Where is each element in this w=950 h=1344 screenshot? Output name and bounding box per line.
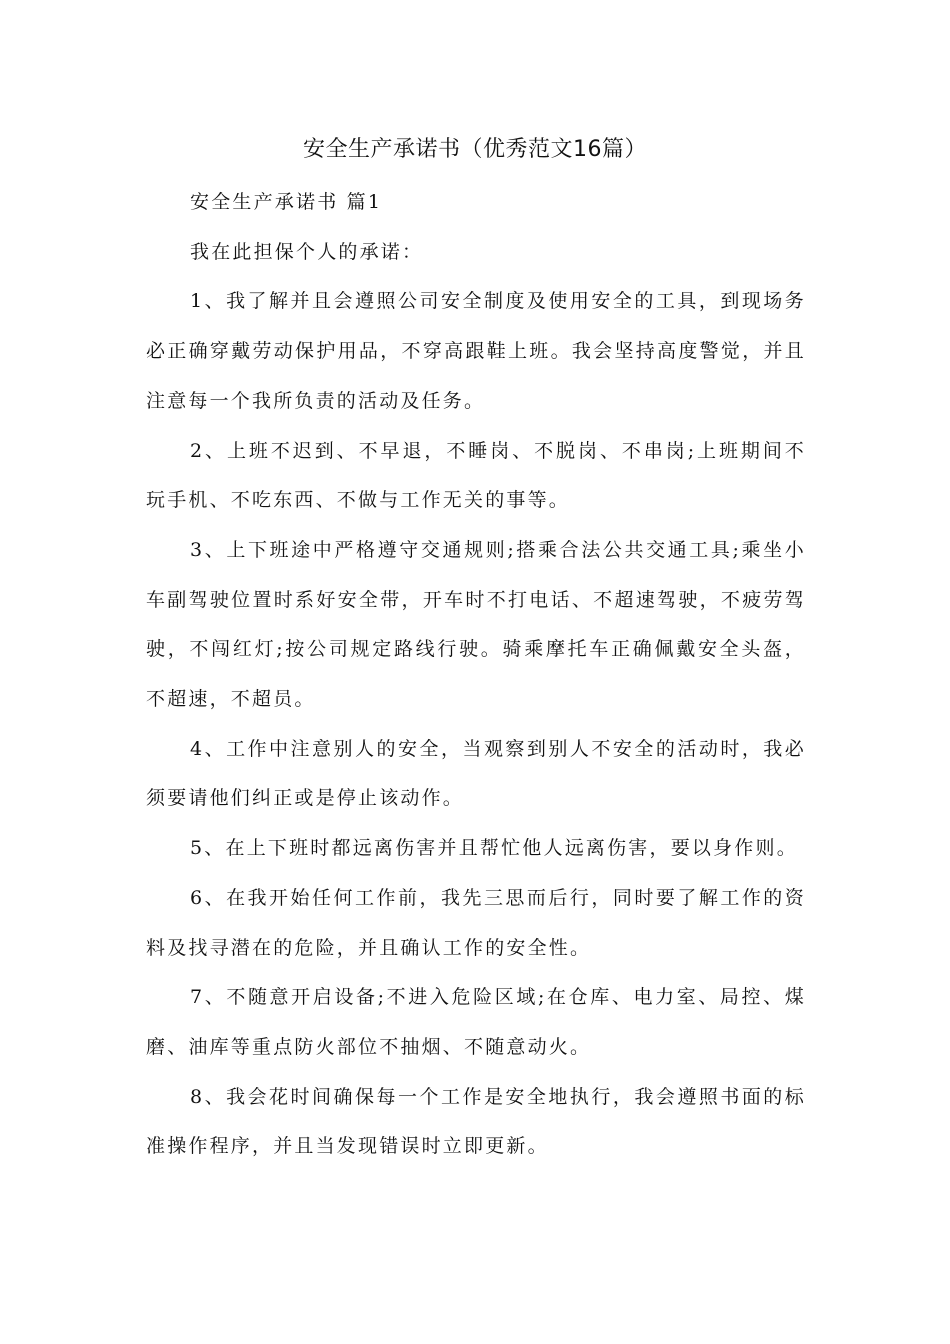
commitment-item-7: 7、不随意开启设备;不进入危险区域;在仓库、电力室、局控、煤磨、油库等重点防火部位不抽烟、不随意动火。 [146,986,806,1058]
commitment-item-6: 6、在我开始任何工作前，我先三思而后行，同时要了解工作的资料及找寻潜在的危险，并且确认工作的安全性。 [146,886,806,959]
commitment-item-5: 5、在上下班时都远离伤害并且帮忙他人远离伤害，要以身作则。 [190,837,798,860]
commitment-item-8: 8、我会花时间确保每一个工作是安全地执行，我会遵照书面的标准操作程序，并且当发现错误时立即更新。 [146,1085,806,1158]
commitment-item-2: 2、上班不迟到、不早退，不睡岗、不脱岗、不串岗;上班期间不玩手机、不吃东西、不做与工作无关的事等。 [146,439,806,512]
section-heading: 安全生产承诺书 篇1 [190,191,383,213]
commitment-item-1: 1、我了解并且会遵照公司安全制度及使用安全的工具，到现场务必正确穿戴劳动保护用品，不穿高跟鞋上班。我会坚持高度警觉，并且注意每一个我所负责的活动及任务。 [146,290,806,412]
intro-paragraph: 我在此担保个人的承诺： [190,240,424,263]
document-title: 安全生产承诺书（优秀范文16篇） [303,137,647,162]
document-body [146,178,806,1172]
commitment-item-4: 4、工作中注意别人的安全，当观察到别人不安全的活动时，我必须要请他们纠正或是停止该动作。 [146,737,806,810]
commitment-item-3: 3、上下班途中严格遵守交通规则;搭乘合法公共交通工具;乘坐小车副驾驶位置时系好安全带，开车时不打电话、不超速驾驶，不疲劳驾驶，不闯红灯;按公司规定路线行驶。骑乘摩托车正确佩戴安全头盔，不超速，不超员。 [146,538,806,711]
